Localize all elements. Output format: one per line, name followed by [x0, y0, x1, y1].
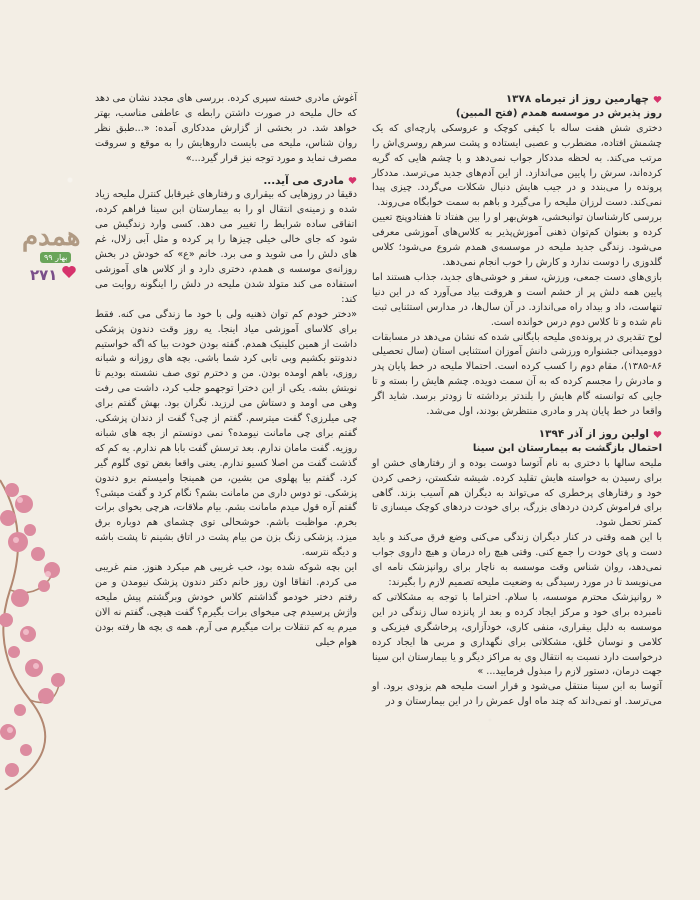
section-heading: [372, 92, 662, 107]
paragraph: دختری شش هفت ساله با کیفی کوچک و عروسکی پارچه‌ای که یک چشمش افتاده، مضطرب و عصبی ایستاده و پشت سرهم روسری‌اش را مرتب می‌کند. به لحظه مددکار جواب نمی‌دهد و با چشم هایی که گریه کرده‌اند، سرش را پایین می‌اندازد. از این آدم‌های جدید می‌ترسد. مددکار پرونده را می‌بندد و در جیب هایش دنبال شکلات می‌گردد. چیزی پیدا نمی‌کند. دست لرزان ملیحه را می‌گیرد و باهم به سمت خوابگاه می‌روند.: [372, 122, 662, 209]
paragraph: بررسی کارشناسان توانبخشی، هوش‌بهر او را بین هفتاد تا هفتادوپنج تعیین کرده و بعنوان کم‌توان ذهنی آموزش‌پذیر به کلاس‌های آموزشی معرفی می‌شود. زندگی جدید ملیحه در موسسه‌ی همدم شروع می‌شود؛ کلاس گلدوزی را دوست ندارد و کارش را خوب انجام نمی‌دهد.: [372, 212, 662, 268]
magazine-sidebar-badge: [14, 222, 84, 312]
paragraph: با این همه وقتی در کنار دیگران زندگی می‌کنی وضع فرق می‌کند و باید دست و پای خودت را جمع کنی. وقتی هیچ راه درمان و هیچ داروی جواب نمی‌دهد، روان شناس وقت موسسه به ناچار برای روانپزشک نامه ای می‌نویسد تا در مورد رسیدگی به وضعیت ملیحه تصمیم لازم را بگیرند:: [372, 532, 662, 588]
paragraph: ملیحه سالها با دختری به نام آتوسا دوست بوده و از رفتارهای خشن او برای رسیدن به خواسته هایش تقلید کرده. شیشه شکستن، زخمی کردن خود و رفتارهای پرخطری که می‌تواند به دیگران هم آسیب بزند. گاهی برای فراموش کردن دردهای بزرگ، برای خودت دردهای کوچک میسازی تا کمتر تحمل شود.: [372, 457, 662, 529]
paragraph: آغوش مادری خسته سپری کرده. بررسی های مجدد نشان می دهد که حال ملیحه در صورت داشتن رابطه ی عاطفی مناسب، بهتر خواهد شد. در بخشی از گزارش مددکاری آمده: «...طبق نظر روان شناس، ملیحه می بایست داروهایش را به موقع و سروقت مصرف نماید و مورد توجه نیز قرار گیرد...»: [95, 93, 357, 164]
quote-paragraph: « روانپزشک محترم موسسه، با سلام. احتراما با توجه به مشکلاتی که نامبرده برای خود و مرکز ایجاد کرده و بعد از پانزده سال زندگی در این موسسه به دلیل بیقراری، منفی کاری، خودآزاری، پرخاشگری فیزیکی و کلامی و نوسان خُلق، مشکلاتی برای نگهداری و مربی ها ایجاد کرده درخواست دارد نسبت به انتقال وی به مراکز دیگر و یا بیمارستان ابن سینا جهت درمان، دستور لازم را مبذول فرمایید... »: [372, 591, 662, 678]
heart-bullet-icon: [653, 430, 662, 439]
heading-text: اولین روز از آذر ۱۳۹۴: [538, 427, 649, 440]
heading-text: چهارمین روز از تیرماه ۱۳۷۸: [505, 93, 649, 105]
left-column: [95, 92, 357, 651]
cherry-blossom-decoration: [0, 470, 80, 790]
paragraph: دقیقا در روزهایی که بیقراری و رفتارهای غیرقابل کنترل ملیحه زیاد شده و زمینه‌ی انتقال او را به بیمارستان ابن سینا فراهم کرده، اتفاقی ساده شرایط را تغییر می دهد. کسی وارد زندگیش می شود که جای خالی خیلی چیزها را پر کرده و مثل آبی زلال، غم های دلش را می شوید و می برد. خانم «ع» که خودش در بخش روزانه‌ی موسسه ی همدم، دختری دارد و از کلاس های آموزشی استفاده می کند متولد شدن ملیحه در دلش را اینگونه روایت می کند:: [95, 189, 357, 305]
quote-paragraph: «دختر خودم کم توان ذهنیه ولی با خود ما زندگی می کنه. فقط برای کلاسای آموزشی میاد اینجا. یه روز وقت دندون پزشکی داشت از همین کلینیک همدم. گفته بودن خودت بیا که اگه خواستیم دندونتو بکشیم وبی تابی کرد شما باشی. بچه های روزانه و شبانه روزی، باهم اومده بودن. من و دخترم توی صف نشسته بودیم تا نوبتش بشه. یکی از این دخترا توجهمو جلب کرد، داشت می رفت وهی می اومد و دستاش می لرزید. نگران بود. بهش گفتم برای چی میلرزی؟ گفت میترسم. گفتم از چی؟ گفت از دندان پزشکی. گفتم برای چی مامانت نیومده؟ نمی دونستم از بچه های شبانه روزیه. گفت مامان ندارم. بعد ترسش گفت بابا هم ندارم. یه کم که گذشت گفت من اصلا کسیو ندارم. یعنی واقعا بغض توی گلوم گیر کرد. گفتم بیا پهلوی من بشین، من همینجا وامیستم برو دندون پزشکی. تو دوس داری من مامانت بشم؟ نگام کرد و گفت میشی؟ گفتم آره قول میدم مامانت بشم. بیام ملاقات، هرچی بخوای برات بخرم. مواظبت باشم. خوشحالی توی چشمای هم دوباره برق میزد. پزشکی زنگ بزن من بیام پشت در اتاق بشینم تا پشت باشه و دیگه نترسه.: [95, 308, 357, 559]
heart-bullet-icon: [348, 176, 357, 185]
heart-bullet-icon: [653, 95, 662, 104]
heart-icon: [61, 264, 77, 280]
paragraph: آتوسا به ابن سینا منتقل می‌شود و قرار است ملیحه هم بزودی برود. او می‌ترسد. او نمی‌داند که چند ماه اول عمرش را در این بیمارستان و در: [372, 681, 662, 708]
page-number: ۲۷۱: [30, 266, 58, 284]
right-column: [372, 92, 662, 710]
heading-text: مادری می آید...: [263, 174, 344, 187]
paragraph: این بچه شوکه شده بود، خب غریبی هم میکرد هنوز. منم غریبی می کردم. اتفاقا اون روز خانم دکتر دندون پزشک نیومدن و من رفتم دختر خودمو گذاشتم کلاس خودش وبرگشتم پیش ملیحه واژش پرسیدم چی میخوای برات بگیرم؟ گفت هیچی. گفتم نه الان میرم یه کم تنقلات برات میگیرم می آرم. همه ی بچه ها رفته بودن هوام خیلی: [95, 562, 357, 648]
subheading: روز پذیرش در موسسه همدم (فتح المبین): [455, 107, 662, 119]
magazine-logo: همدم: [22, 222, 81, 252]
section-heading: [95, 174, 357, 189]
paragraph: بازی‌های دست جمعی، ورزش، سفر و خوشی‌های جدید، جذاب هستند اما پایین همه دلش پر از خشم است و هروقت بیاد می‌آورد که در این دنیا تنهاست، داد و بیداد راه می‌اندازد. در آن سال‌ها، در مدارس استثنایی ثبت نام شده و تا کلاس دوم درس خوانده است.: [372, 271, 662, 328]
issue-label: بهار ۹۹: [40, 252, 71, 263]
section-heading: [372, 427, 662, 442]
paragraph: لوح تقدیری در پرونده‌ی ملیحه بایگانی شده که نشان می‌دهد در مسابقات دوومیدانی جشنواره ورزشی دانش آموزان استثنایی استان (سال تحصیلی ۸۶-۱۳۸۵)، مقام دوم را کسب کرده است. احتمالا ملیحه در خط پایان پدر و مادرش را مجسم کرده که به آن سمت دویده. چشم هایش را بسته و تا جایی که توانسته گام هایش را بلندتر برداشته تا زودتر برسد. شاید اگر واقعا در خط پایان پدر و مادری منتظرش بودند، اول می‌شد.: [372, 331, 662, 418]
subheading: احتمال بازگشت به بیمارستان ابن سینا: [472, 442, 662, 454]
